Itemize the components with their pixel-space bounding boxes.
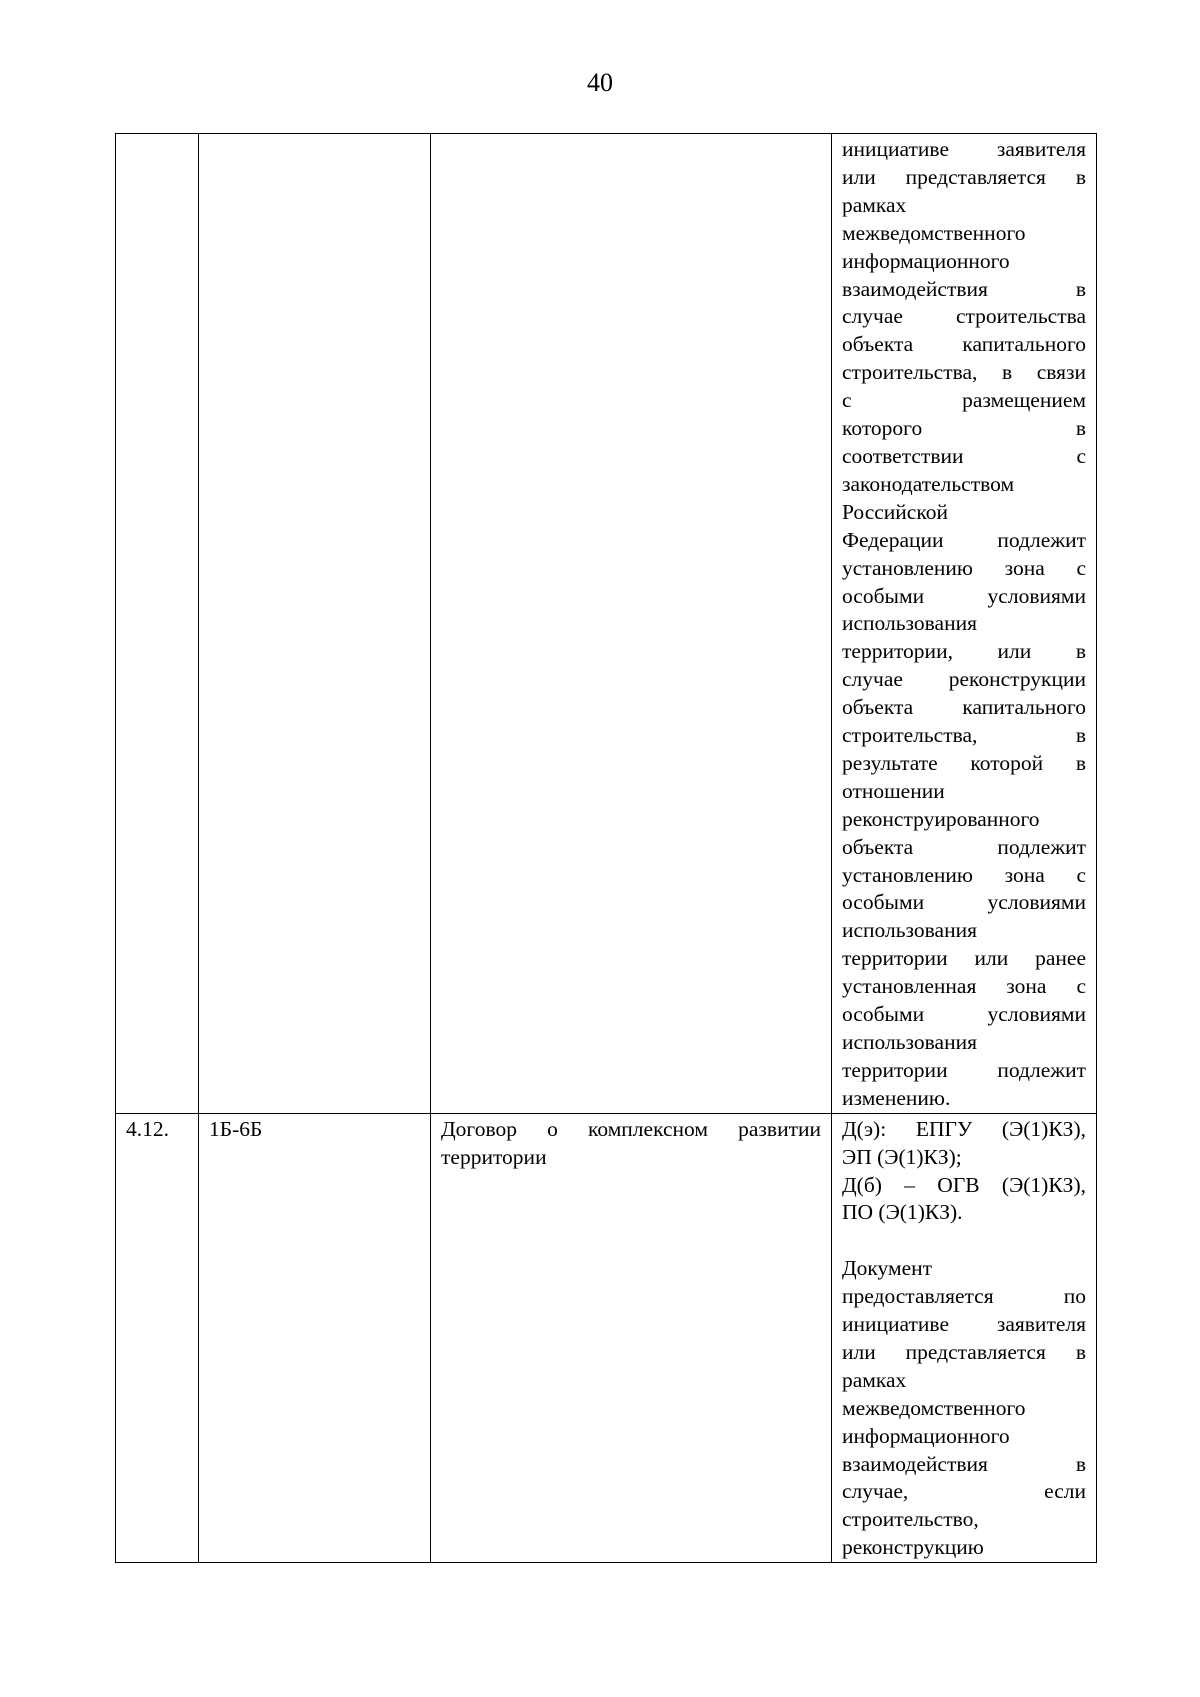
text-line: реконструированного xyxy=(842,806,1040,831)
text-line: особыми условиями xyxy=(842,583,1086,608)
text-line: установлению зона с xyxy=(842,862,1086,887)
text-line: территории, или в xyxy=(842,639,1086,664)
text-line: рамках xyxy=(842,192,907,217)
text-line: ЭП (Э(1)КЗ); xyxy=(842,1144,962,1169)
text-line: информационного xyxy=(842,248,1010,273)
text-line: или представляется в xyxy=(842,1339,1086,1364)
document-table xyxy=(115,133,1097,1563)
text-line: инициативе заявителя xyxy=(842,1312,1086,1337)
text-line: Федерации подлежит xyxy=(842,527,1086,552)
text-line: законодательством xyxy=(842,471,1015,496)
text-line: изменению. xyxy=(842,1085,951,1110)
table-row xyxy=(116,134,1097,1114)
text-line: или представляется в xyxy=(842,164,1086,189)
text-line: рамках xyxy=(842,1367,907,1392)
text-line: использования xyxy=(842,1030,977,1054)
text-line: Д(б) – ОГВ (Э(1)КЗ), xyxy=(842,1172,1086,1197)
text-line: взаимодействия в xyxy=(842,276,1086,301)
text-line: объекта капитального xyxy=(842,695,1086,720)
text-line: отношении xyxy=(842,778,945,803)
cell-number xyxy=(116,134,199,1114)
blank-line xyxy=(842,1227,1086,1255)
cell-code: 1Б-6Б xyxy=(199,1113,431,1562)
text-line: которого в xyxy=(842,416,1086,441)
cell-code xyxy=(199,134,431,1114)
page-number: 40 xyxy=(587,68,613,97)
text-line: Д(э): ЕПГУ (Э(1)КЗ), xyxy=(842,1116,1086,1141)
text-line: реконструкцию xyxy=(842,1535,984,1560)
text-line: межведомственного xyxy=(842,220,1026,245)
text-line: строительства, в xyxy=(842,723,1086,748)
cell-document-name: Договор о комплексном развитии территории xyxy=(431,1113,832,1562)
cell-document-name xyxy=(431,134,832,1114)
text-line: результате которой в xyxy=(842,750,1086,775)
text-line: установленная зона с xyxy=(842,974,1086,999)
text-line: использования xyxy=(842,611,977,636)
text-line: случае реконструкции xyxy=(842,667,1086,692)
text-line: информационного xyxy=(842,1423,1010,1448)
text-line: межведомственного xyxy=(842,1395,1026,1420)
text-line: территории или ранее xyxy=(842,946,1086,971)
text-line: Документ xyxy=(842,1256,933,1281)
cell-number: 4.12. xyxy=(116,1113,199,1562)
text-line: ПО (Э(1)КЗ). xyxy=(842,1200,963,1225)
text-line: случае строительства xyxy=(842,304,1086,329)
text-line: строительство, xyxy=(842,1507,979,1532)
text-line: территории подлежит xyxy=(842,1057,1086,1082)
text-line: инициативе заявителя xyxy=(842,137,1086,161)
cell-details xyxy=(832,1113,1097,1562)
text-line: предоставляется по xyxy=(842,1284,1086,1309)
text-line: строительства, в связи xyxy=(842,360,1086,385)
text-line: объекта подлежит xyxy=(842,834,1086,859)
text-line: объекта капитального xyxy=(842,332,1086,357)
text-line: взаимодействия в xyxy=(842,1451,1086,1476)
text-line: с размещением xyxy=(842,388,1086,413)
text-line: использования xyxy=(842,918,977,943)
text-line: случае, если xyxy=(842,1479,1086,1504)
text-line: Российской xyxy=(842,499,948,524)
text-line: особыми условиями xyxy=(842,890,1086,915)
cell-details xyxy=(832,134,1097,1114)
text-line: особыми условиями xyxy=(842,1002,1086,1027)
text-line: установлению зона с xyxy=(842,555,1086,580)
table-row xyxy=(116,1113,1097,1562)
text-line: соответствии с xyxy=(842,443,1086,468)
